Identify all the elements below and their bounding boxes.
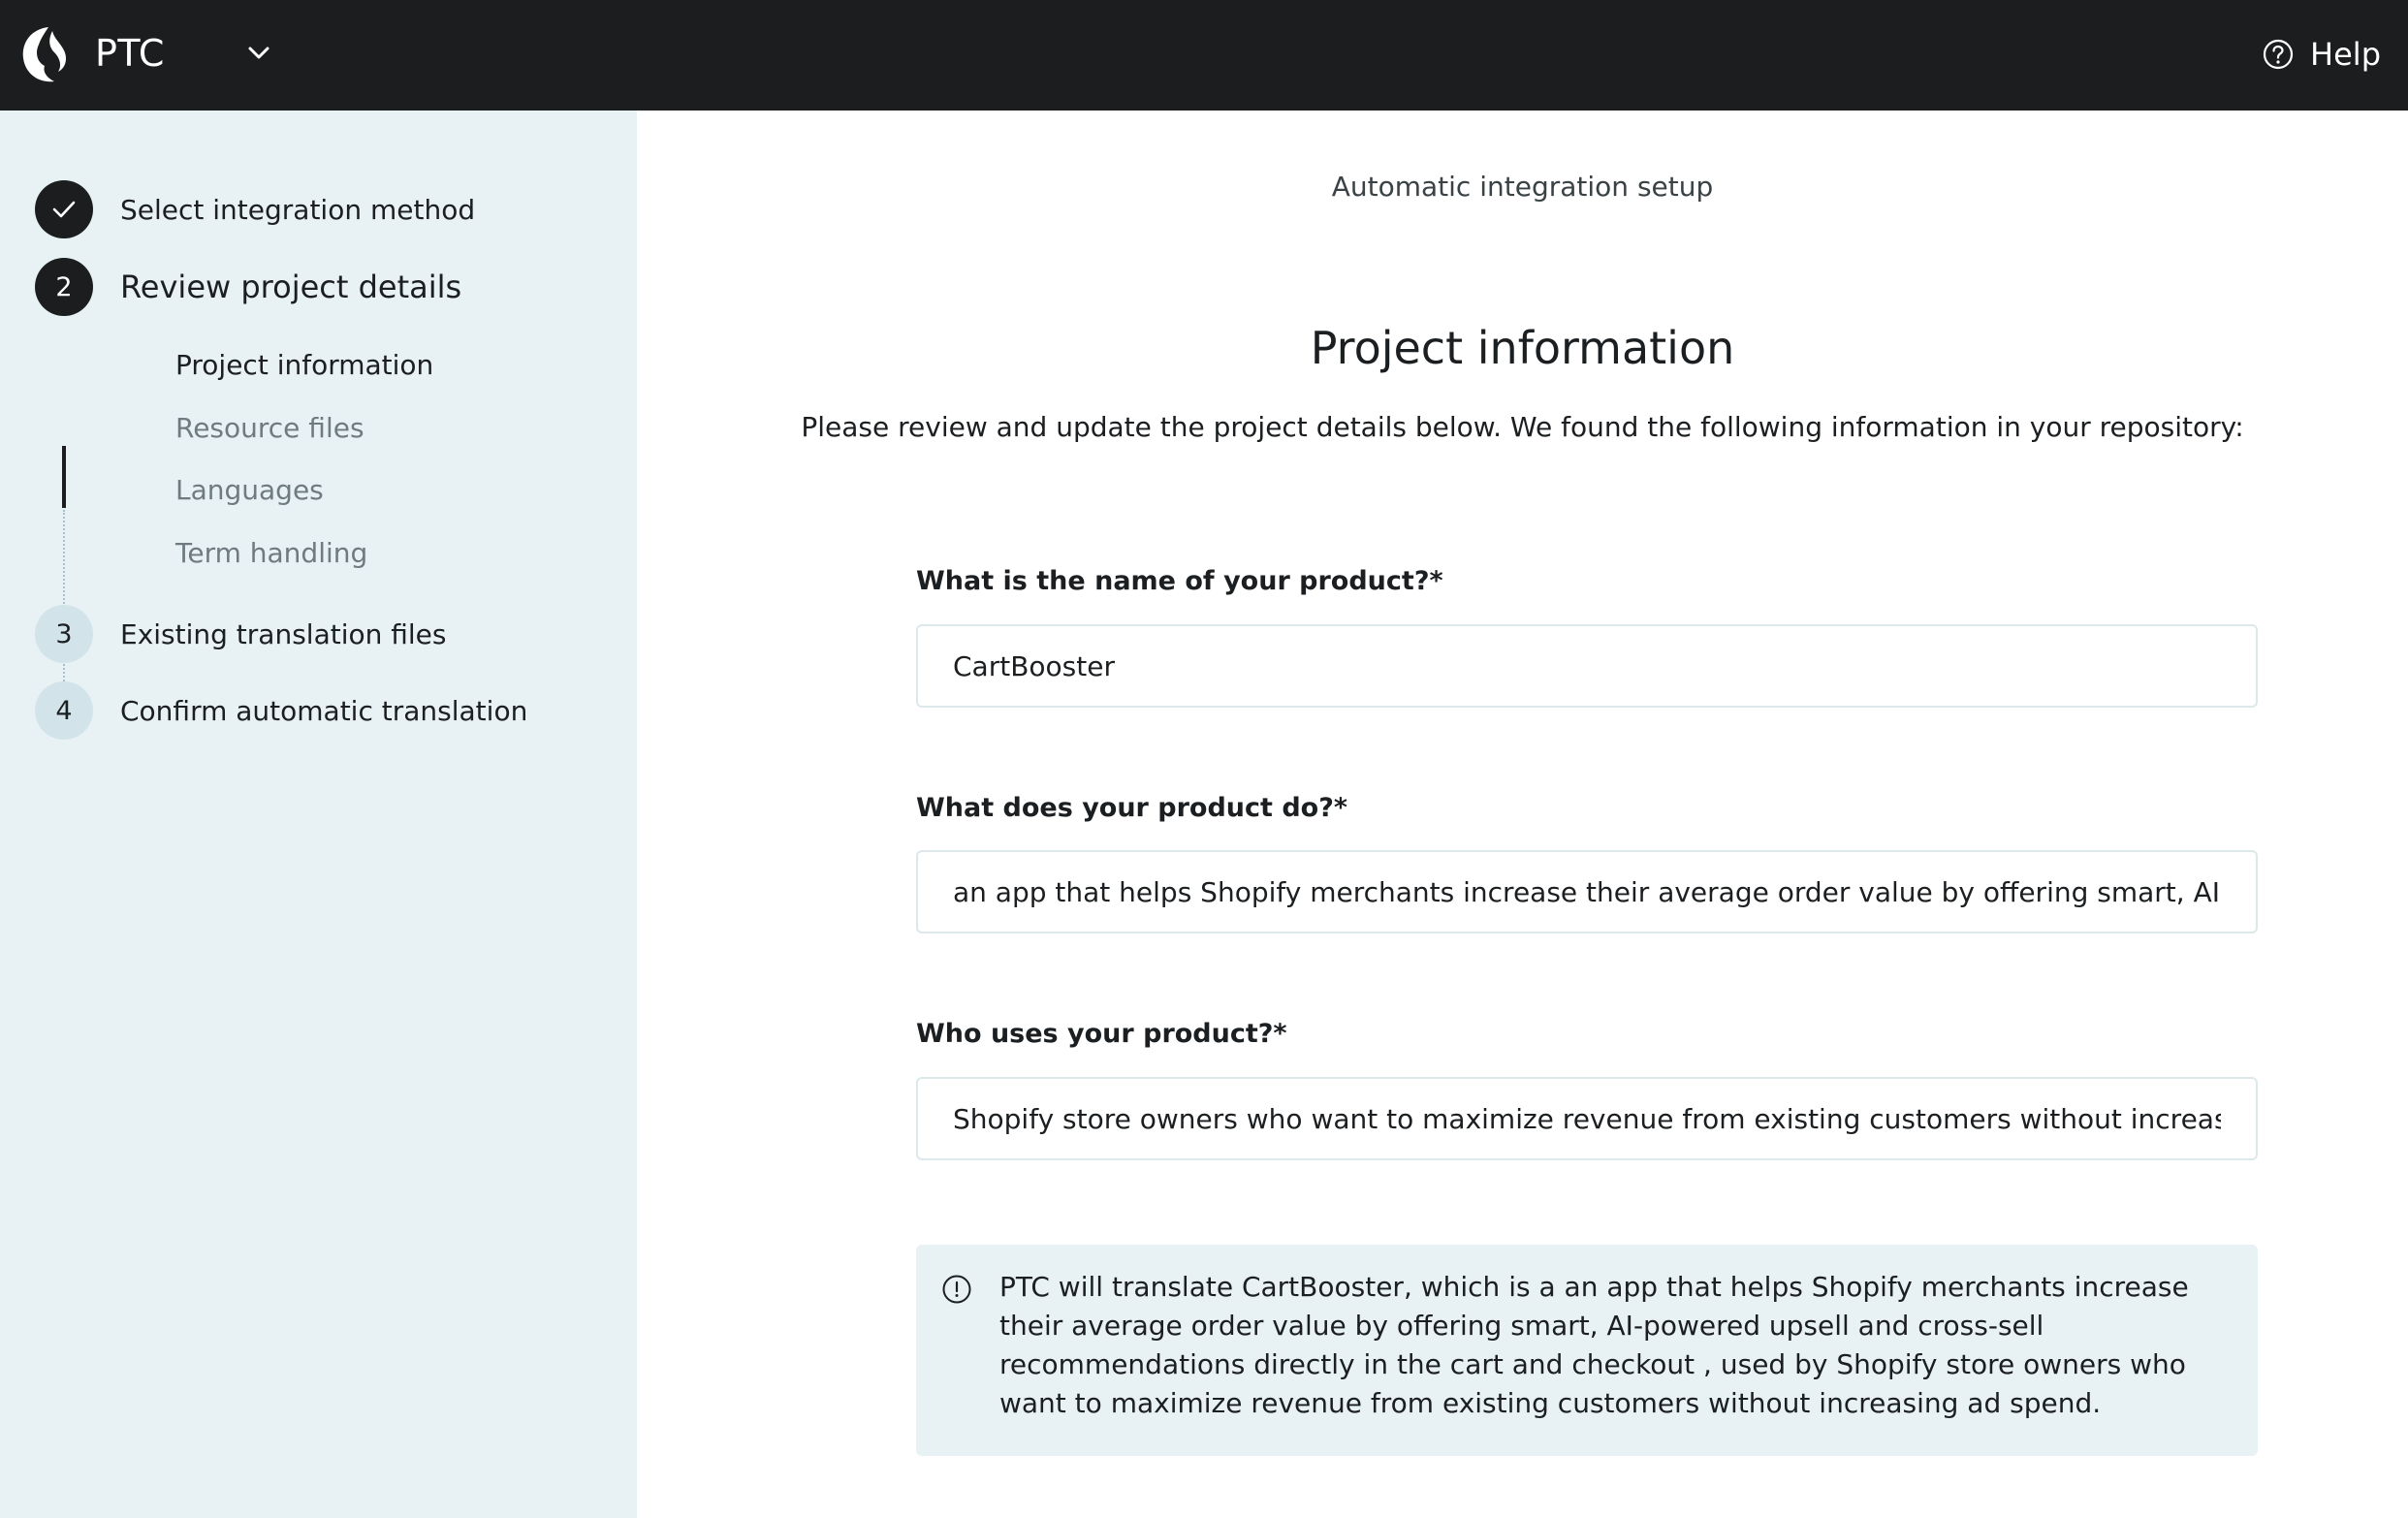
ptc-logo-icon[interactable] [19, 23, 70, 87]
checkmark-icon [49, 195, 79, 224]
step-label: Existing translation files [120, 617, 447, 650]
substep-resource-files[interactable]: Resource files [175, 412, 364, 444]
product-users-label: Who uses your product?* [916, 1019, 1287, 1049]
substep-term-handling[interactable]: Term handling [175, 537, 368, 569]
step-complete-badge [35, 180, 93, 238]
page-title: Project information [1310, 322, 1735, 374]
substep-project-information[interactable]: Project information [175, 349, 434, 381]
progress-sidebar [0, 111, 637, 1518]
setup-title: Automatic integration setup [1331, 171, 1714, 203]
step-existing-translation-files[interactable] [35, 605, 447, 663]
product-description-input[interactable] [916, 850, 2258, 933]
top-bar [0, 0, 2408, 111]
page-description: Please review and update the project details below. We found the following information in your repository: [801, 411, 2244, 443]
info-icon [941, 1274, 972, 1305]
step-label: Select integration method [120, 193, 476, 226]
translation-summary-box [916, 1245, 2258, 1456]
chevron-down-icon[interactable] [244, 39, 273, 68]
substeps-connector [63, 510, 65, 696]
translation-summary-text: PTC will translate CartBooster, which is a an app that helps Shopify merchants increase their average order value by offering smart, AI-powered upsell and cross-sell recommendations directly in the cart and checkout , used by Shopify store owners who want to maximize revenue from existing customers without increasing ad spend. [999, 1271, 2189, 1419]
step-number-badge: 2 [35, 258, 93, 316]
main-content [637, 111, 2408, 1518]
product-name-input[interactable] [916, 624, 2258, 708]
step-number-badge: 3 [35, 605, 93, 663]
help-label: Help [2310, 36, 2381, 73]
step-select-integration-method[interactable] [35, 180, 475, 238]
brand-name[interactable]: PTC [95, 32, 165, 75]
product-users-input[interactable] [916, 1077, 2258, 1160]
step-review-project-details[interactable] [35, 258, 461, 316]
step-label: Review project details [120, 269, 462, 305]
active-substep-indicator [62, 446, 66, 508]
substep-languages[interactable]: Languages [175, 474, 324, 506]
product-description-label: What does your product do?* [916, 793, 1347, 823]
help-button[interactable] [2262, 33, 2381, 76]
help-circle-icon [2262, 38, 2295, 71]
step-label: Confirm automatic translation [120, 694, 528, 727]
step-number-badge: 4 [35, 681, 93, 740]
product-name-label: What is the name of your product?* [916, 566, 1443, 596]
step-confirm-automatic-translation[interactable] [35, 681, 527, 740]
